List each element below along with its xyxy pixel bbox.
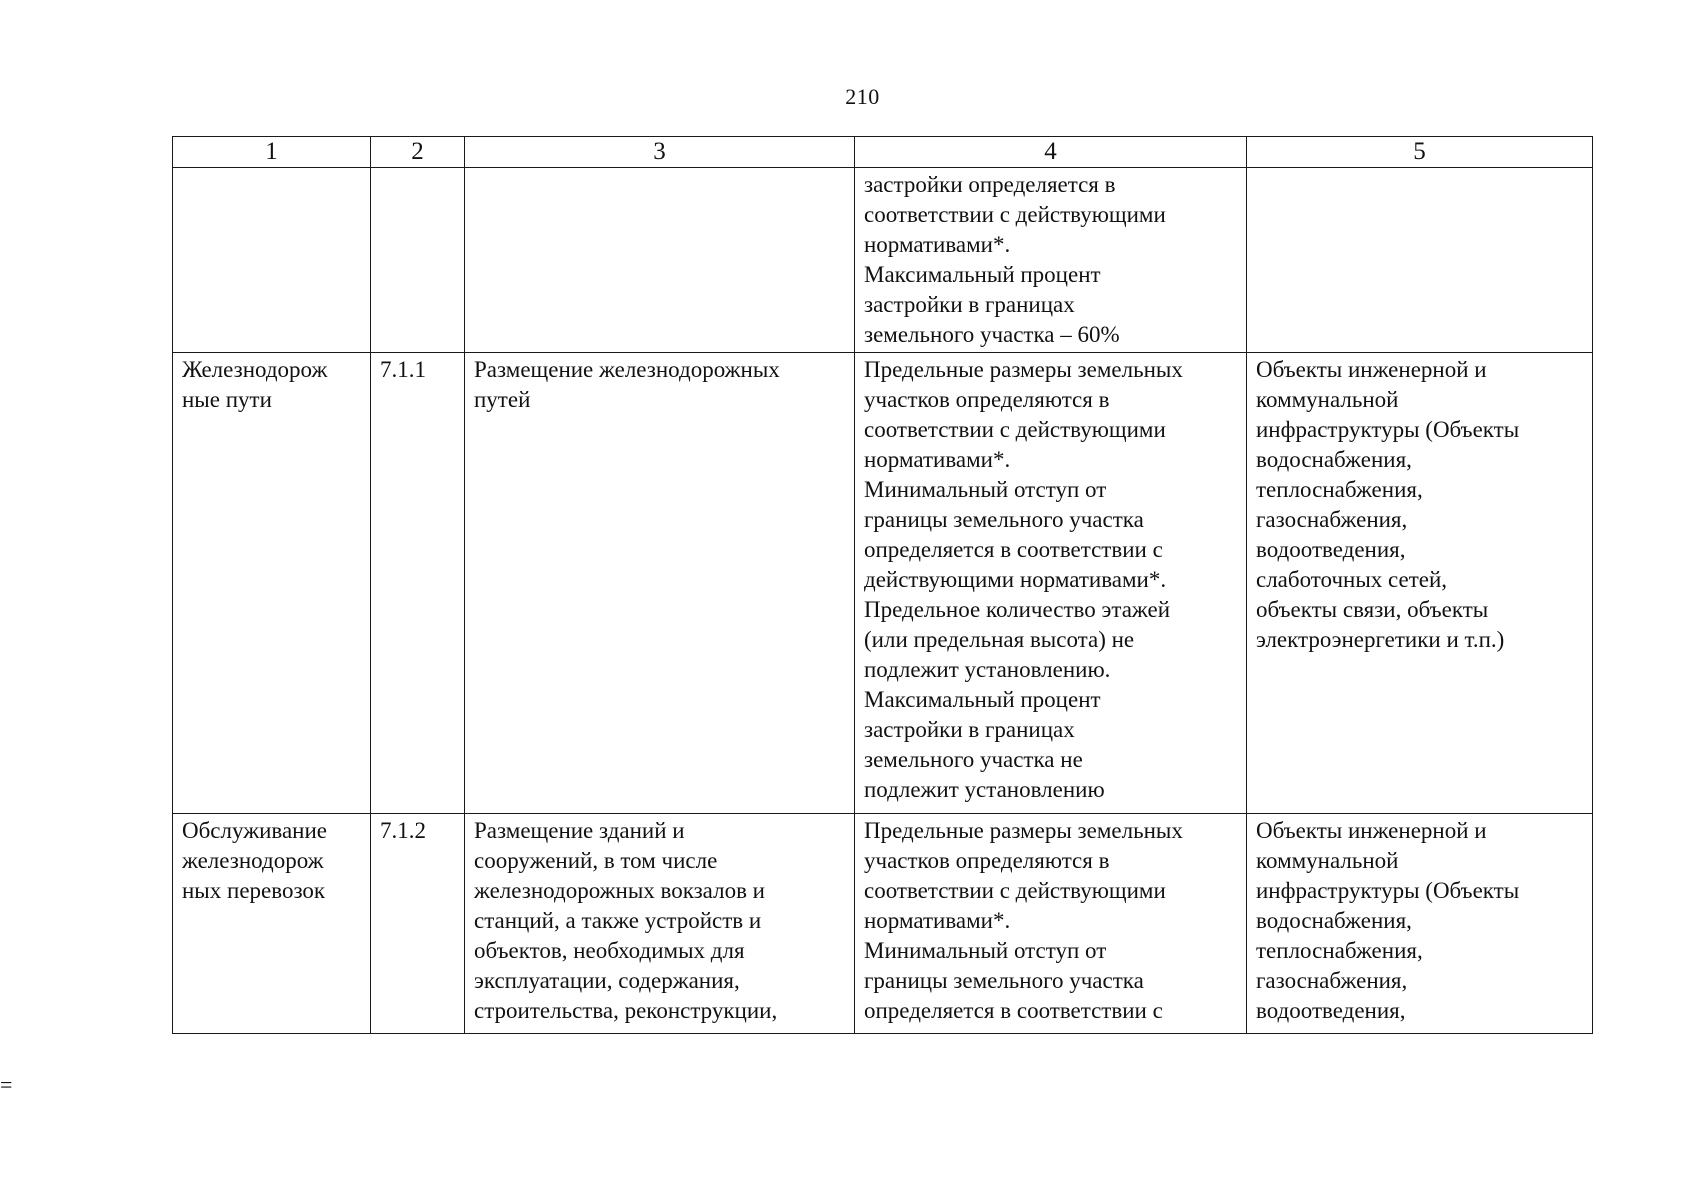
cell-parameters (855, 353, 1247, 814)
cell-text-line: инфраструктуры (Объекты (1256, 417, 1520, 442)
cell-text-line: ные пути (182, 387, 272, 412)
cell-text-line: застройки в границах (864, 292, 1075, 317)
cell-text-line: застройки определяется в (864, 172, 1116, 197)
cell-text-line: нормативами*. (864, 908, 1011, 933)
cell-text-line: ных перевозок (182, 878, 326, 903)
cell-text-line: участков определяются в (864, 848, 1110, 873)
page-number: 210 (845, 84, 880, 109)
cell-text-line: 7.1.2 (380, 818, 426, 843)
cell-text-line: Минимальный отступ от (864, 938, 1107, 963)
cell-text-line: Объекты инженерной и (1256, 357, 1487, 382)
cell-description (465, 168, 855, 353)
cell-use-type (173, 814, 371, 1034)
cell-text-line: соответствии с действующими (864, 417, 1166, 442)
cell-use-type (173, 353, 371, 814)
cell-text-line: Предельные размеры земельных (864, 357, 1183, 382)
edge-mark: = (0, 1072, 13, 1097)
cell-parameters (855, 814, 1247, 1034)
table-body (173, 168, 1593, 1034)
cell-text-line: объектов, необходимых для (474, 938, 745, 963)
header-row (173, 137, 1593, 168)
cell-description (465, 353, 855, 814)
cell-text-line: железнодорож (182, 848, 324, 873)
cell-text-line: коммунальной (1256, 848, 1399, 873)
cell-text-line: 7.1.1 (380, 357, 426, 382)
cell-text-line: железнодорожных вокзалов и (474, 878, 765, 903)
cell-text-line: теплоснабжения, (1256, 477, 1423, 502)
cell-code (371, 814, 465, 1034)
cell-text-line: газоснабжения, (1256, 968, 1408, 993)
cell-use-type (173, 168, 371, 353)
cell-text-line: Минимальный отступ от (864, 477, 1107, 502)
cell-text-line: Размещение железнодорожных (474, 357, 780, 382)
cell-text-line: Максимальный процент (864, 262, 1101, 287)
cell-auxiliary-objects (1247, 353, 1593, 814)
cell-auxiliary-objects (1247, 814, 1593, 1034)
header-col-5: 5 (1247, 137, 1593, 168)
cell-auxiliary-objects (1247, 168, 1593, 353)
cell-text-line: теплоснабжения, (1256, 938, 1423, 963)
cell-text-line: водоотведения, (1256, 537, 1406, 562)
cell-text-line: Предельное количество этажей (864, 597, 1171, 622)
header-col-3: 3 (465, 137, 855, 168)
cell-text-line: определяется в соответствии с (864, 998, 1163, 1023)
land-use-table (172, 136, 1593, 1034)
cell-text-line: инфраструктуры (Объекты (1256, 878, 1520, 903)
cell-text-line: путей (474, 387, 531, 412)
cell-text-line: подлежит установлению (864, 777, 1105, 802)
cell-text-line: станций, а также устройств и (474, 908, 762, 933)
table-row (173, 353, 1593, 814)
cell-text-line: газоснабжения, (1256, 507, 1408, 532)
cell-text-line: нормативами*. (864, 232, 1011, 257)
cell-text-line: электроэнергетики и т.п.) (1256, 627, 1505, 652)
cell-text-line: Максимальный процент (864, 687, 1101, 712)
cell-text-line: земельного участка не (864, 747, 1083, 772)
cell-text-line: (или предельная высота) не (864, 627, 1135, 652)
cell-text-line: водоснабжения, (1256, 908, 1412, 933)
cell-text-line: Предельные размеры земельных (864, 818, 1183, 843)
cell-text-line: сооружений, в том числе (474, 848, 718, 873)
cell-text-line: определяется в соответствии с (864, 537, 1163, 562)
cell-text-line: соответствии с действующими (864, 878, 1166, 903)
cell-text-line: эксплуатации, содержания, (474, 968, 740, 993)
cell-text-line: подлежит установлению. (864, 657, 1111, 682)
cell-text-line: коммунальной (1256, 387, 1399, 412)
cell-code (371, 168, 465, 353)
table-row (173, 814, 1593, 1034)
header-col-4: 4 (855, 137, 1247, 168)
cell-code (371, 353, 465, 814)
cell-text-line: нормативами*. (864, 447, 1011, 472)
cell-text-line: действующими нормативами*. (864, 567, 1167, 592)
cell-text-line: застройки в границах (864, 717, 1075, 742)
cell-text-line: Объекты инженерной и (1256, 818, 1487, 843)
cell-text-line: водоотведения, (1256, 998, 1406, 1023)
cell-text-line: Размещение зданий и (474, 818, 685, 843)
cell-text-line: водоснабжения, (1256, 447, 1412, 472)
cell-text-line: слаботочных сетей, (1256, 567, 1448, 592)
cell-text-line: строительства, реконструкции, (474, 998, 778, 1023)
cell-text-line: границы земельного участка (864, 507, 1144, 532)
cell-parameters (855, 168, 1247, 353)
cell-description (465, 814, 855, 1034)
cell-text-line: объекты связи, объекты (1256, 597, 1489, 622)
cell-text-line: границы земельного участка (864, 968, 1144, 993)
table-row (173, 168, 1593, 353)
cell-text-line: Обслуживание (182, 818, 327, 843)
cell-text-line: земельного участка – 60% (864, 322, 1120, 347)
cell-text-line: участков определяются в (864, 387, 1110, 412)
header-col-2: 2 (371, 137, 465, 168)
header-col-1: 1 (173, 137, 371, 168)
cell-text-line: соответствии с действующими (864, 202, 1166, 227)
cell-text-line: Железнодорож (182, 357, 328, 382)
